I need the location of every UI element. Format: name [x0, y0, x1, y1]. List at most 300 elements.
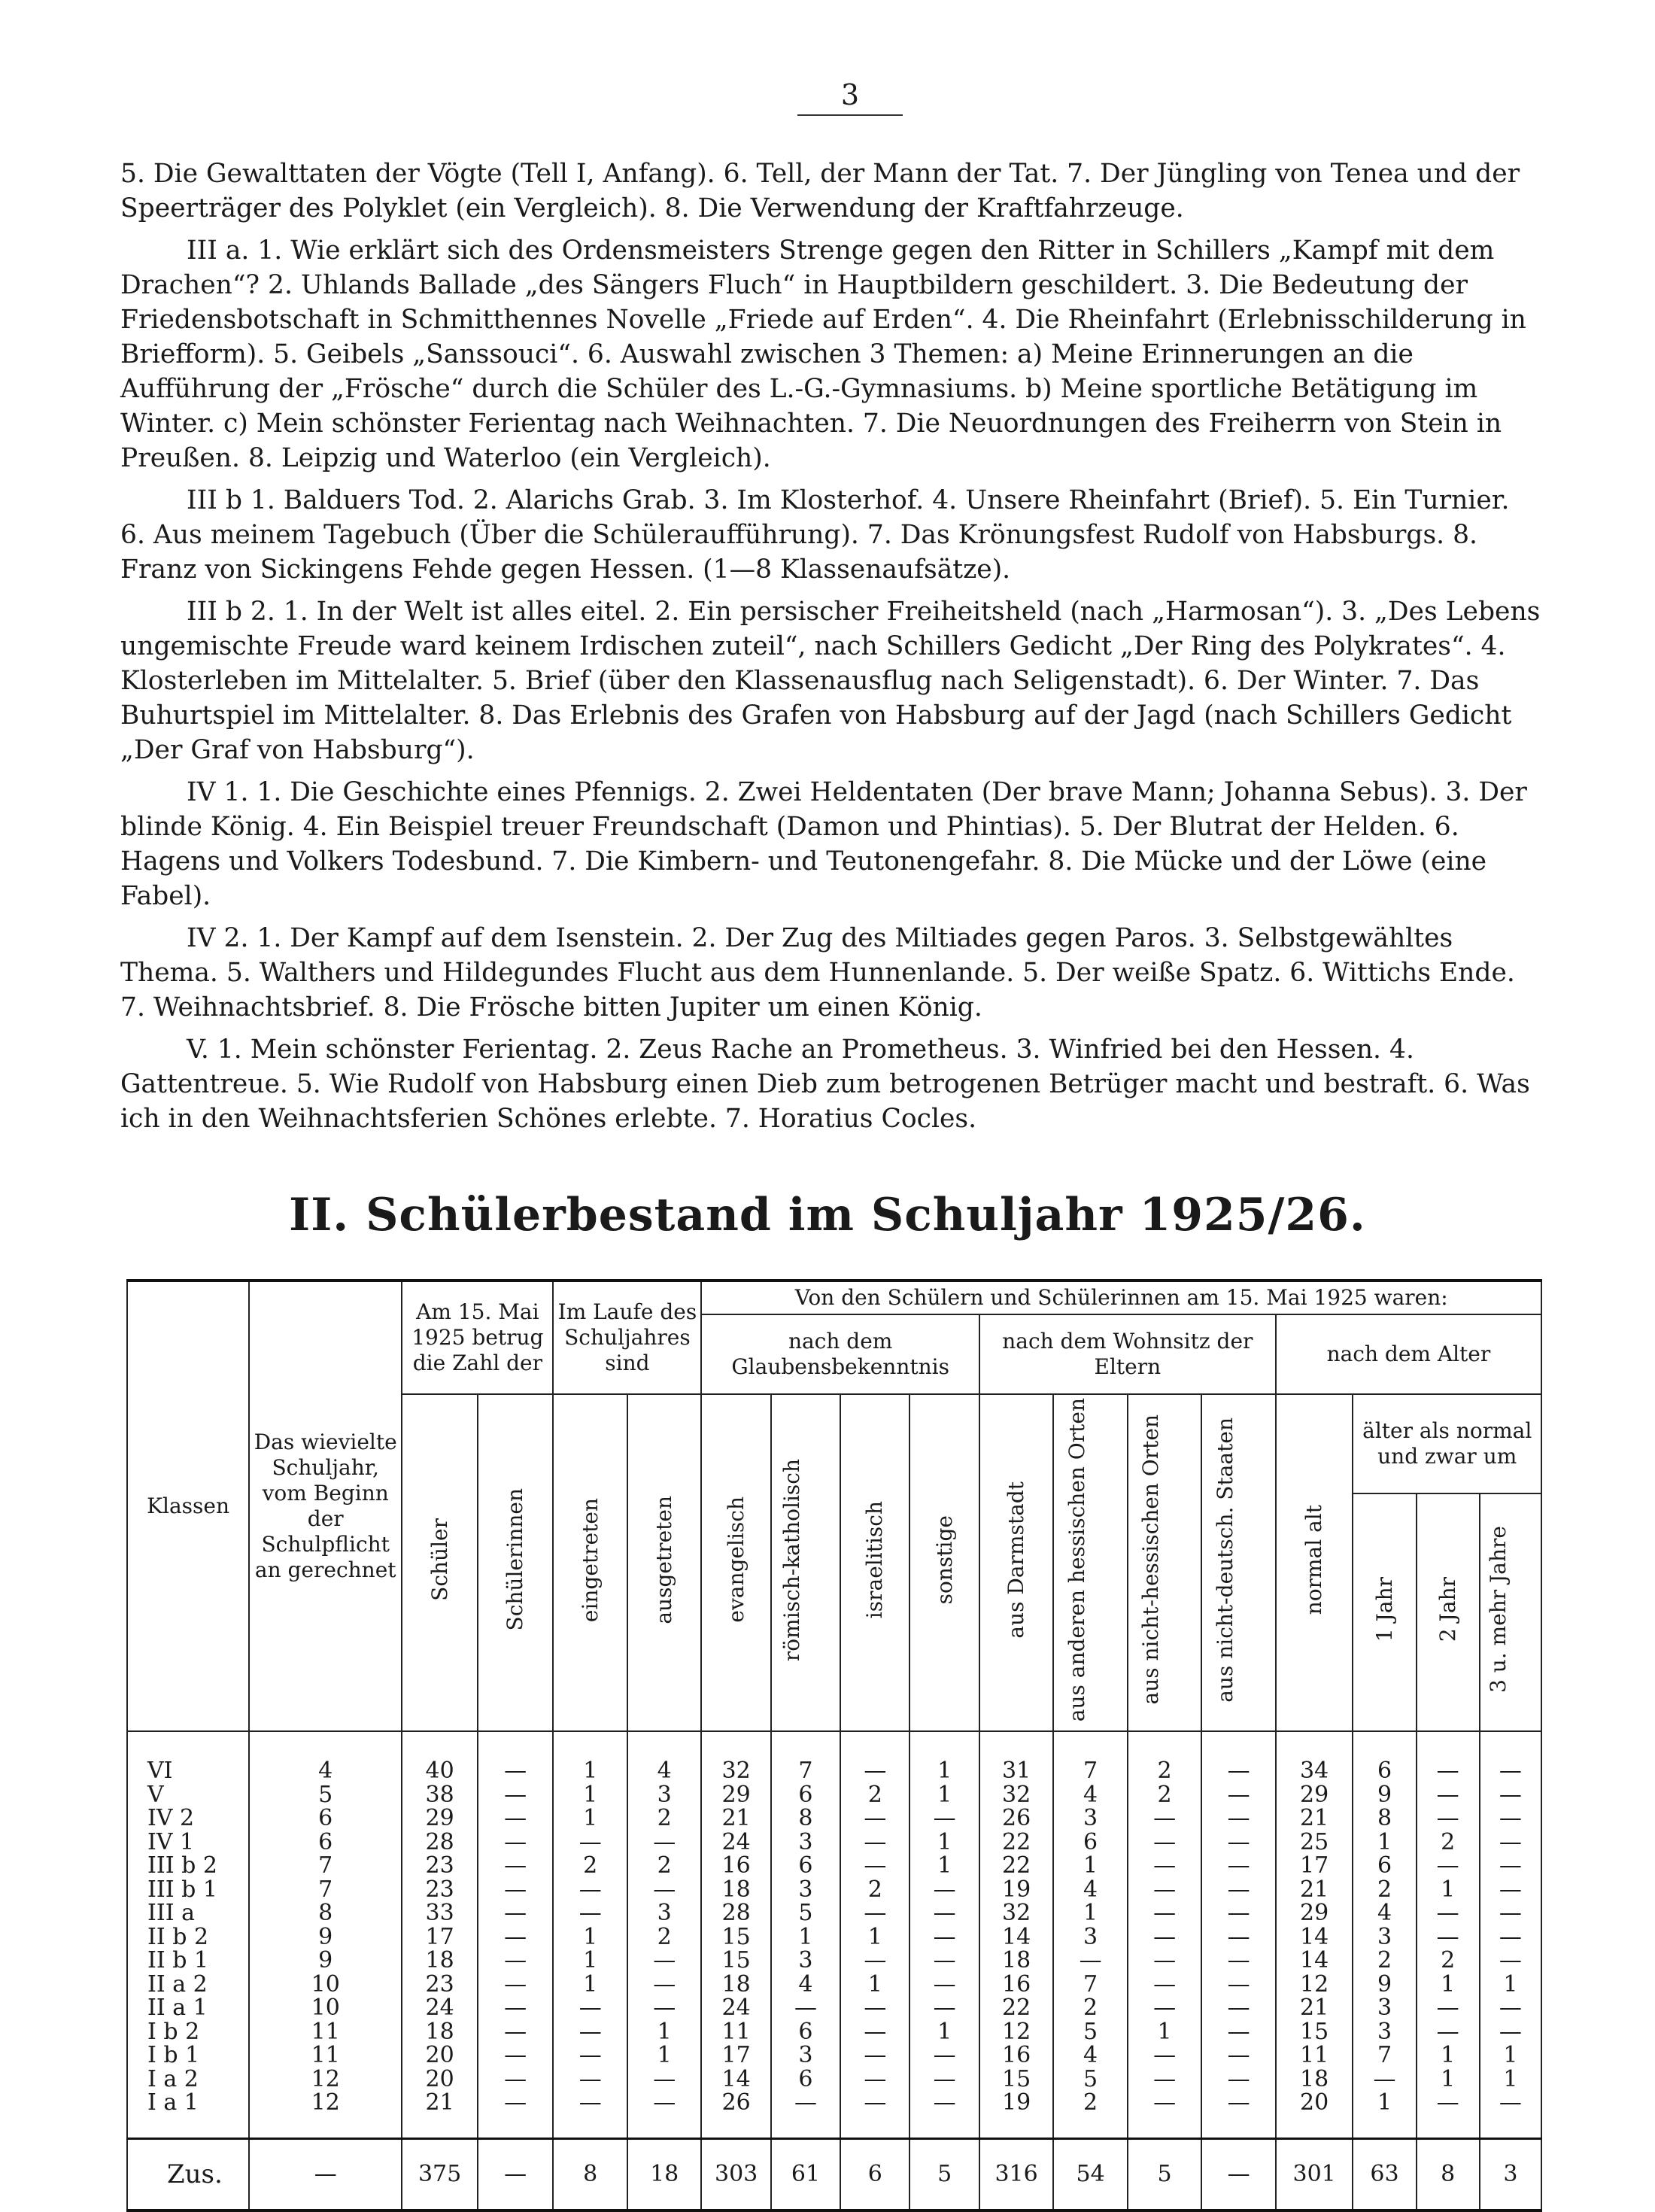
table-cell: —: [909, 1996, 979, 2020]
table-cell: 21: [402, 2091, 478, 2138]
table-cell: —: [478, 2068, 554, 2092]
table-cell: 3: [1353, 2020, 1416, 2044]
table-cell: 1: [909, 1783, 979, 1807]
table-cell: —: [1417, 2020, 1480, 2044]
table-cell: —: [478, 1878, 554, 1902]
table-cell: —: [1201, 1901, 1276, 1925]
header-klassen: Klassen: [127, 1281, 249, 1731]
total-cell: 316: [979, 2138, 1054, 2210]
table-cell: 10: [249, 1973, 402, 1997]
table-cell: 4: [1053, 1783, 1128, 1807]
table-cell: 32: [979, 1901, 1054, 1925]
table-cell: —: [1417, 1731, 1480, 1783]
table-cell: —: [1353, 2068, 1416, 2092]
class-label-cell: IV 1: [127, 1831, 249, 1855]
table-cell: —: [1128, 1901, 1202, 1925]
table-cell: 3: [1053, 1925, 1128, 1949]
header-von-den-schuelern: Von den Schülern und Schülerinnen am 15. Mai 1925 waren:: [701, 1281, 1541, 1314]
table-cell: 24: [701, 1996, 770, 2020]
table-cell: 29: [701, 1783, 770, 1807]
table-cell: —: [1201, 1949, 1276, 1973]
class-label-cell: I b 1: [127, 2043, 249, 2068]
table-cell: —: [1128, 1996, 1202, 2020]
table-cell: 1: [840, 1973, 909, 1997]
table-cell: —: [478, 1806, 554, 1831]
class-label-cell: II a 1: [127, 1996, 249, 2020]
class-label-cell: I a 2: [127, 2068, 249, 2092]
table-cell: —: [1417, 1925, 1480, 1949]
table-row: [127, 1949, 1541, 1973]
table-cell: 7: [1053, 1973, 1128, 1997]
table-cell: 22: [979, 1854, 1054, 1878]
table-cell: 2: [1353, 1878, 1416, 1902]
table-cell: 6: [771, 2068, 840, 2092]
table-cell: —: [1201, 2043, 1276, 2068]
table-cell: —: [1480, 1831, 1541, 1855]
table-cell: 4: [771, 1973, 840, 1997]
table-cell: —: [1201, 1783, 1276, 1807]
table-cell: —: [840, 2091, 909, 2138]
total-cell: 6: [840, 2138, 909, 2210]
table-cell: —: [840, 1949, 909, 1973]
table-cell: 2: [1053, 2091, 1128, 2138]
header-nicht-deutsche-staaten: aus nicht-deutsch. Staaten: [1212, 1417, 1237, 1703]
table-cell: 34: [1276, 1731, 1353, 1783]
table-cell: —: [1480, 2091, 1541, 2138]
table-cell: 18: [701, 1878, 770, 1902]
table-cell: 1: [1480, 2068, 1541, 2092]
table-cell: 2: [627, 1925, 702, 1949]
table-cell: —: [771, 2091, 840, 2138]
table-cell: 8: [249, 1901, 402, 1925]
header-glaubensbekenntnis: nach dem Glaubensbekenntnis: [701, 1314, 979, 1394]
table-cell: 4: [249, 1731, 402, 1783]
table-cell: 10: [249, 1996, 402, 2020]
header-am-15-mai: Am 15. Mai 1925 betrug die Zahl der: [402, 1281, 553, 1394]
class-label-cell: IV 2: [127, 1806, 249, 1831]
table-cell: 1: [771, 1925, 840, 1949]
table-cell: —: [478, 1783, 554, 1807]
table-cell: 24: [701, 1831, 770, 1855]
table-cell: —: [1128, 1949, 1202, 1973]
table-cell: 2: [1128, 1731, 1202, 1783]
table-cell: 1: [553, 1783, 627, 1807]
table-cell: —: [1128, 1973, 1202, 1997]
table-cell: —: [1201, 1831, 1276, 1855]
table-cell: —: [553, 2091, 627, 2138]
header-schuelerinnen: Schülerinnen: [503, 1488, 528, 1631]
table-cell: 7: [1353, 2043, 1416, 2068]
table-cell: 15: [1276, 2020, 1353, 2044]
table-cell: 11: [1276, 2043, 1353, 2068]
header-wohnsitz: nach dem Wohnsitz der Eltern: [979, 1314, 1276, 1394]
table-cell: 1: [1480, 1973, 1541, 1997]
header-katholisch: römisch-katholisch: [779, 1458, 804, 1661]
table-cell: —: [478, 1901, 554, 1925]
table-cell: —: [1128, 1806, 1202, 1831]
table-cell: 6: [1353, 1731, 1416, 1783]
table-cell: —: [1201, 1973, 1276, 1997]
table-cell: 3: [1053, 1806, 1128, 1831]
table-cell: 17: [701, 2043, 770, 2068]
header-normal-alt: normal alt: [1301, 1504, 1327, 1615]
table-cell: 21: [1276, 1996, 1353, 2020]
total-cell: 63: [1353, 2138, 1416, 2210]
table-row: [127, 2020, 1541, 2044]
total-cell: 61: [771, 2138, 840, 2210]
total-cell: 5: [909, 2138, 979, 2210]
class-label-cell: III a: [127, 1901, 249, 1925]
table-cell: —: [1201, 1731, 1276, 1783]
total-cell: 8: [1417, 2138, 1480, 2210]
table-cell: —: [553, 1901, 627, 1925]
class-label-cell: II a 2: [127, 1973, 249, 1997]
table-cell: 20: [402, 2043, 478, 2068]
table-cell: —: [1480, 1996, 1541, 2020]
table-cell: 4: [1053, 1878, 1128, 1902]
essay-topics: [120, 156, 1542, 1136]
table-cell: 1: [1417, 1973, 1480, 1997]
table-cell: 15: [979, 2068, 1054, 2092]
header-eingetreten: eingetreten: [577, 1497, 603, 1622]
table-cell: —: [909, 1901, 979, 1925]
table-cell: 2: [840, 1878, 909, 1902]
table-cell: —: [909, 1949, 979, 1973]
table-cell: 18: [979, 1949, 1054, 1973]
table-cell: 17: [402, 1925, 478, 1949]
essay-paragraph: 5. Die Gewalttaten der Vögte (Tell I, Anfang). 6. Tell, der Mann der Tat. 7. Der Jüngling von Tenea und der Speerträger des Polyklet (ein Vergleich). 8. Die Verwendung der Kraftfahrzeuge.: [120, 159, 1520, 223]
header-israelitisch: israelitisch: [862, 1501, 888, 1619]
total-cell: 8: [553, 2138, 627, 2210]
class-label-cell: I b 2: [127, 2020, 249, 2044]
header-schueler: Schüler: [427, 1518, 452, 1602]
header-3-jahre: 3 u. mehr Jahre: [1485, 1526, 1511, 1693]
table-cell: 3: [1353, 1996, 1416, 2020]
table-cell: 5: [1053, 2020, 1128, 2044]
header-im-laufe: Im Laufe des Schuljahres sind: [553, 1281, 701, 1394]
table-cell: 4: [1353, 1901, 1416, 1925]
table-cell: —: [478, 2020, 554, 2044]
table-cell: —: [909, 1878, 979, 1902]
table-cell: 4: [1053, 2043, 1128, 2068]
table-cell: 5: [1053, 2068, 1128, 2092]
table-cell: —: [478, 2043, 554, 2068]
table-cell: —: [909, 2043, 979, 2068]
table-row: [127, 1806, 1541, 1831]
table-cell: 28: [402, 1831, 478, 1855]
class-label-cell: II b 2: [127, 1925, 249, 1949]
table-cell: —: [840, 1806, 909, 1831]
table-cell: 11: [249, 2020, 402, 2044]
table-cell: 5: [771, 1901, 840, 1925]
table-cell: 2: [1417, 1949, 1480, 1973]
table-cell: 2: [553, 1854, 627, 1878]
essay-paragraph: IV 1. 1. Die Geschichte eines Pfennigs. 2. Zwei Heldentaten (Der brave Mann; Johanna Sebus). 3. Der blinde König. 4. Ein Beispiel treuer Freundschaft (Damon und Phintias). 5. Der Blutrat der Helden. 6. Hagens und Volkers Todesbund. 7. Die Kimbern- und Teutonengefahr. 8. Die Mücke und der Löwe (eine Fabel).: [120, 777, 1527, 911]
section-title: II. Schülerbestand im Schuljahr 1925/26.: [289, 1189, 1366, 1241]
table-row: [127, 2043, 1541, 2068]
table-cell: —: [1128, 2043, 1202, 2068]
table-cell: 1: [909, 1831, 979, 1855]
table-cell: 2: [840, 1783, 909, 1807]
table-cell: 1: [1353, 1831, 1416, 1855]
total-cell: 5: [1128, 2138, 1202, 2210]
table-cell: 17: [1276, 1854, 1353, 1878]
table-row: [127, 1925, 1541, 1949]
essay-paragraph: V. 1. Mein schönster Ferientag. 2. Zeus Rache an Prometheus. 3. Winfried bei den Hessen. 4. Gattentreue. 5. Wie Rudolf von Habsburg einen Dieb zum betrogenen Betrüger macht und bestraft. 6. Was ich in den Weihnachtsferien Schönes erlebte. 7. Horatius Cocles.: [120, 1035, 1530, 1134]
table-cell: 9: [249, 1925, 402, 1949]
page-number: 3: [797, 78, 903, 116]
table-row: [127, 1831, 1541, 1855]
table-cell: 1: [627, 2043, 702, 2068]
table-cell: 33: [402, 1901, 478, 1925]
table-cell: —: [1128, 1854, 1202, 1878]
table-cell: —: [1201, 1925, 1276, 1949]
table-cell: 1: [1128, 2020, 1202, 2044]
table-cell: —: [840, 2068, 909, 2092]
header-1-jahr: 1 Jahr: [1371, 1576, 1397, 1642]
table-cell: 2: [1128, 1783, 1202, 1807]
table-cell: 29: [402, 1806, 478, 1831]
header-sonstige: sonstige: [931, 1515, 957, 1605]
table-cell: 12: [249, 2091, 402, 2138]
table-cell: —: [1128, 1878, 1202, 1902]
table-cell: —: [909, 2068, 979, 2092]
table-cell: —: [909, 2091, 979, 2138]
table-cell: 11: [701, 2020, 770, 2044]
table-cell: 18: [402, 1949, 478, 1973]
total-cell: 54: [1053, 2138, 1128, 2210]
table-cell: 6: [1053, 1831, 1128, 1855]
table-row: [127, 1854, 1541, 1878]
table-cell: —: [1480, 2020, 1541, 2044]
table-cell: —: [1417, 1901, 1480, 1925]
class-label-cell: II b 1: [127, 1949, 249, 1973]
table-cell: 26: [979, 1806, 1054, 1831]
table-cell: 26: [701, 2091, 770, 2138]
table-cell: —: [1417, 1806, 1480, 1831]
total-cell: —: [1201, 2138, 1276, 2210]
table-cell: 21: [1276, 1806, 1353, 1831]
header-nicht-hessische-orte: aus nicht-hessischen Orten: [1138, 1414, 1164, 1705]
class-label-cell: VI: [127, 1731, 249, 1783]
table-cell: —: [840, 2043, 909, 2068]
table-cell: 3: [771, 1878, 840, 1902]
header-alter: nach dem Alter: [1276, 1314, 1541, 1394]
table-cell: —: [478, 1973, 554, 1997]
header-evangelisch: evangelisch: [723, 1496, 749, 1623]
table-cell: 6: [1353, 1854, 1416, 1878]
class-label-cell: I a 1: [127, 2091, 249, 2138]
table-cell: —: [1201, 2020, 1276, 2044]
essay-paragraph: III b 1. Balduers Tod. 2. Alarichs Grab. 3. Im Klosterhof. 4. Unsere Rheinfahrt (Brief). 5. Ein Turnier. 6. Aus meinem Tagebuch (Über die Schüleraufführung). 7. Das Krönungsfest Rudolf von Habsburgs. 8. Franz von Sickingens Fehde gegen Hessen. (1—8 Klassenaufsätze).: [120, 485, 1510, 585]
table-cell: —: [553, 2020, 627, 2044]
table-cell: 12: [979, 2020, 1054, 2044]
table-cell: 20: [1276, 2091, 1353, 2138]
table-cell: —: [909, 1973, 979, 1997]
table-cell: —: [840, 1831, 909, 1855]
table-cell: —: [553, 1996, 627, 2020]
table-cell: —: [478, 1996, 554, 2020]
table-cell: 38: [402, 1783, 478, 1807]
table-cell: —: [1480, 1854, 1541, 1878]
table-cell: 32: [979, 1783, 1054, 1807]
table-cell: 21: [1276, 1878, 1353, 1902]
table-cell: —: [627, 1973, 702, 1997]
table-cell: 15: [701, 1949, 770, 1973]
table-cell: 11: [249, 2043, 402, 2068]
table-cell: 9: [249, 1949, 402, 1973]
table-cell: 2: [1353, 1949, 1416, 1973]
table-cell: 3: [771, 1949, 840, 1973]
table-cell: —: [1417, 1783, 1480, 1807]
table-cell: 6: [771, 1783, 840, 1807]
table-cell: —: [627, 1949, 702, 1973]
table-cell: 1: [627, 2020, 702, 2044]
table-cell: 1: [553, 1949, 627, 1973]
table-cell: 5: [249, 1783, 402, 1807]
table-cell: —: [1480, 1949, 1541, 1973]
table-cell: 24: [402, 1996, 478, 2020]
table-cell: 1: [1417, 2068, 1480, 2092]
table-cell: 1: [909, 1854, 979, 1878]
header-2-jahr: 2 Jahr: [1435, 1576, 1460, 1642]
table-cell: 28: [701, 1901, 770, 1925]
table-cell: —: [909, 1806, 979, 1831]
total-cell: 301: [1276, 2138, 1353, 2210]
table-cell: 12: [249, 2068, 402, 2092]
table-row: [127, 1996, 1541, 2020]
table-cell: —: [478, 2091, 554, 2138]
table-cell: —: [1480, 1925, 1541, 1949]
header-ausgetreten: ausgetreten: [651, 1495, 677, 1624]
table-cell: 2: [1417, 1831, 1480, 1855]
total-label-cell: Zus.: [127, 2138, 249, 2210]
table-cell: 1: [909, 1731, 979, 1783]
table-cell: —: [1201, 1996, 1276, 2020]
total-cell: —: [478, 2138, 554, 2210]
table-cell: 1: [1480, 2043, 1541, 2068]
table-cell: 23: [402, 1973, 478, 1997]
total-cell: 18: [627, 2138, 702, 2210]
table-cell: 18: [402, 2020, 478, 2044]
table-cell: —: [1480, 1878, 1541, 1902]
table-cell: —: [1201, 1878, 1276, 1902]
table-cell: —: [627, 2091, 702, 2138]
table-cell: 1: [553, 1973, 627, 1997]
student-census-table: [126, 1279, 1542, 2212]
table-cell: 14: [1276, 1925, 1353, 1949]
table-cell: 21: [701, 1806, 770, 1831]
table-cell: 6: [771, 1854, 840, 1878]
table-cell: —: [627, 2068, 702, 2092]
header-darmstadt: aus Darmstadt: [1004, 1481, 1029, 1639]
table-cell: 1: [840, 1925, 909, 1949]
table-cell: —: [1201, 2091, 1276, 2138]
table-cell: —: [478, 1925, 554, 1949]
table-cell: 12: [1276, 1973, 1353, 1997]
table-cell: 8: [771, 1806, 840, 1831]
table-cell: —: [553, 1831, 627, 1855]
table-cell: 29: [1276, 1783, 1353, 1807]
table-cell: —: [840, 1854, 909, 1878]
table-cell: 9: [1353, 1783, 1416, 1807]
table-cell: —: [627, 1996, 702, 2020]
table-cell: 19: [979, 2091, 1054, 2138]
table-cell: —: [840, 2020, 909, 2044]
table-cell: 3: [627, 1783, 702, 1807]
table-cell: —: [1480, 1806, 1541, 1831]
table-row: [127, 1783, 1541, 1807]
table-row: [127, 2091, 1541, 2138]
table-cell: 23: [402, 1878, 478, 1902]
table-cell: —: [840, 1901, 909, 1925]
table-cell: —: [1128, 2068, 1202, 2092]
table-cell: —: [1128, 1831, 1202, 1855]
essay-paragraph: III a. 1. Wie erklärt sich des Ordensmeisters Strenge gegen den Ritter in Schillers „Kampf mit dem Drachen“? 2. Uhlands Ballade „des Sängers Fluch“ in Hauptbildern geschildert. 3. Die Bedeutung der Friedensbotschaft in Schmitthennes Novelle „Friede auf Erden“. 4. Die Rheinfahrt (Erlebnisschilderung in Briefform). 5. Geibels „Sanssouci“. 6. Auswahl zwischen 3 Themen: a) Meine Erinnerungen an die Aufführung der „Frösche“ durch die Schüler des L.-G.-Gymnasiums. b) Meine sportliche Betätigung im Winter. c) Mein schönster Ferientag nach Weihnachten. 7. Die Neuordnungen des Freiherrn von Stein in Preußen. 8. Leipzig und Waterloo (ein Vergleich).: [120, 235, 1526, 473]
total-cell: 3: [1480, 2138, 1541, 2210]
table-cell: —: [1480, 1731, 1541, 1783]
table-cell: 23: [402, 1854, 478, 1878]
table-cell: 7: [249, 1878, 402, 1902]
table-cell: 8: [1353, 1806, 1416, 1831]
header-schuljahr: Das wievielte Schuljahr, vom Beginn der Schulpflicht an gerechnet: [249, 1281, 402, 1731]
table-cell: 6: [771, 2020, 840, 2044]
table-cell: 7: [771, 1731, 840, 1783]
table-cell: —: [771, 1996, 840, 2020]
table-row: [127, 1901, 1541, 1925]
table-cell: —: [1128, 1925, 1202, 1949]
table-cell: —: [1128, 2091, 1202, 2138]
table-cell: —: [1417, 2091, 1480, 2138]
table-cell: 14: [701, 2068, 770, 2092]
table-cell: 9: [1353, 1973, 1416, 1997]
table-cell: 1: [553, 1925, 627, 1949]
table-cell: —: [1417, 1854, 1480, 1878]
table-cell: 7: [249, 1854, 402, 1878]
table-cell: 1: [1053, 1901, 1128, 1925]
table-cell: —: [1201, 1806, 1276, 1831]
header-hessische-orte: aus anderen hessischen Orten: [1064, 1398, 1089, 1722]
table-cell: —: [1480, 1783, 1541, 1807]
table-cell: —: [1053, 1949, 1128, 1973]
table-cell: —: [909, 1925, 979, 1949]
table-cell: 2: [627, 1854, 702, 1878]
table-cell: 1: [1053, 1854, 1128, 1878]
table-cell: 18: [701, 1973, 770, 1997]
table-cell: 3: [1353, 1925, 1416, 1949]
table-cell: 22: [979, 1831, 1054, 1855]
table-cell: 1: [1417, 2043, 1480, 2068]
table-cell: —: [553, 2043, 627, 2068]
table-cell: 1: [1417, 1878, 1480, 1902]
table-cell: —: [553, 1878, 627, 1902]
table-cell: 1: [909, 2020, 979, 2044]
census-body: [127, 1731, 1541, 2138]
table-cell: —: [840, 1996, 909, 2020]
table-cell: —: [478, 1731, 554, 1783]
table-cell: —: [627, 1878, 702, 1902]
table-cell: 3: [771, 2043, 840, 2068]
table-cell: 20: [402, 2068, 478, 2092]
table-cell: 16: [979, 2043, 1054, 2068]
table-cell: 32: [701, 1731, 770, 1783]
table-row: [127, 1878, 1541, 1902]
table-cell: —: [1201, 2068, 1276, 2092]
table-cell: 31: [979, 1731, 1054, 1783]
class-label-cell: V: [127, 1783, 249, 1807]
table-cell: —: [1480, 1901, 1541, 1925]
table-cell: 40: [402, 1731, 478, 1783]
